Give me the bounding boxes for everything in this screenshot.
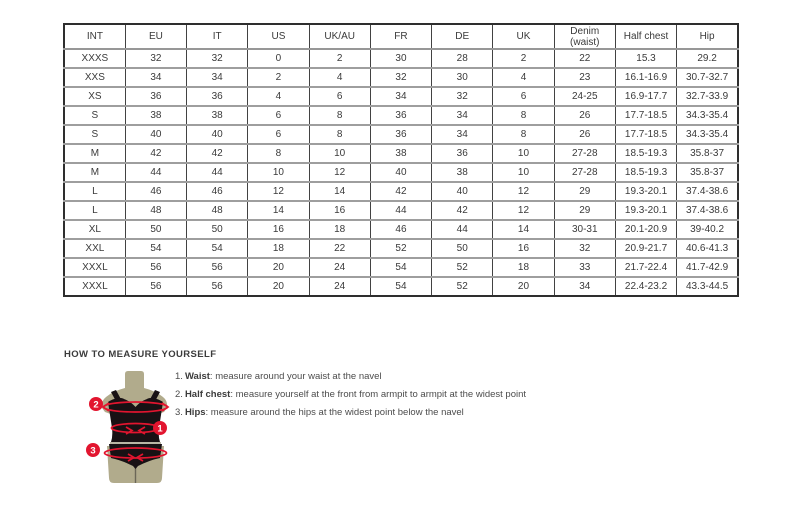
table-cell: 28	[432, 49, 493, 68]
column-header: UK	[493, 24, 554, 49]
table-cell: 14	[493, 220, 554, 239]
table-cell: 56	[187, 277, 248, 296]
table-row	[64, 239, 738, 258]
table-cell: 16.1-16.9	[615, 68, 676, 87]
table-cell: 24-25	[554, 87, 615, 106]
table-cell: 32	[554, 239, 615, 258]
table-cell: 6	[248, 106, 309, 125]
table-cell: 0	[248, 49, 309, 68]
table-cell: 38	[432, 163, 493, 182]
table-cell: 27-28	[554, 163, 615, 182]
table-cell: 17.7-18.5	[615, 125, 676, 144]
table-cell: 20	[248, 277, 309, 296]
table-cell: 16	[493, 239, 554, 258]
table-cell: 12	[493, 182, 554, 201]
table-cell: 24	[309, 258, 370, 277]
table-row	[64, 220, 738, 239]
table-cell: 44	[370, 201, 431, 220]
table-cell: XS	[64, 87, 125, 106]
step-label: Waist	[184, 371, 210, 382]
table-cell: 18	[248, 239, 309, 258]
table-cell: 38	[370, 144, 431, 163]
table-cell: 52	[370, 239, 431, 258]
table-cell: 12	[309, 163, 370, 182]
table-row	[64, 201, 738, 220]
table-cell: 46	[370, 220, 431, 239]
table-cell: 56	[125, 277, 186, 296]
table-cell: 15.3	[615, 49, 676, 68]
table-cell: XXXL	[82, 281, 108, 292]
table-cell: 12	[493, 201, 554, 220]
table-cell: 24	[309, 277, 370, 296]
table-cell: 40.6-41.3	[677, 239, 738, 258]
table-cell: 41.7-42.9	[677, 258, 738, 277]
table-cell: 14	[248, 201, 309, 220]
table-cell: 36	[370, 125, 431, 144]
table-cell: 6	[309, 87, 370, 106]
column-header: Hip	[677, 24, 738, 49]
step-number: 2.	[175, 389, 183, 400]
table-cell: 29	[554, 182, 615, 201]
table-cell: 44	[432, 220, 493, 239]
measure-step-hips	[175, 406, 526, 424]
table-cell: XXL	[64, 239, 125, 258]
table-cell: 6	[248, 125, 309, 144]
badge-chest-number: 2	[93, 399, 99, 411]
table-cell: 18.5-19.3	[615, 163, 676, 182]
column-header: IT	[187, 24, 248, 49]
table-cell: 42	[432, 201, 493, 220]
table-cell: 42	[125, 144, 186, 163]
table-cell: 56	[187, 258, 248, 277]
table-row	[64, 144, 738, 163]
table-cell: 10	[493, 163, 554, 182]
table-cell: 30.7-32.7	[677, 68, 738, 87]
column-header: FR	[370, 24, 431, 49]
table-cell: 35.8-37	[677, 163, 738, 182]
table-cell: 34	[187, 68, 248, 87]
table-cell: 8	[493, 125, 554, 144]
column-header: DE	[432, 24, 493, 49]
table-cell: 36	[125, 87, 186, 106]
table-cell: 36	[370, 106, 431, 125]
column-header: EU	[125, 24, 186, 49]
table-cell: 26	[554, 106, 615, 125]
table-cell: 10	[493, 144, 554, 163]
column-header: Half chest	[615, 24, 676, 49]
table-cell: 22	[309, 239, 370, 258]
table-cell: 18	[493, 258, 554, 277]
table-cell: 2	[248, 68, 309, 87]
table-cell: 19.3-20.1	[615, 201, 676, 220]
table-row	[64, 68, 738, 87]
step-number: 3.	[175, 407, 183, 418]
table-cell: 20.9-21.7	[615, 239, 676, 258]
badge-hips-number: 3	[90, 445, 96, 457]
table-cell: 8	[309, 106, 370, 125]
table-cell: S	[64, 125, 125, 144]
table-cell: 48	[125, 201, 186, 220]
table-row	[64, 182, 738, 201]
table-cell: 36	[432, 144, 493, 163]
table-cell: 4	[493, 68, 554, 87]
table-cell: 4	[248, 87, 309, 106]
table-cell: 19.3-20.1	[615, 182, 676, 201]
table-cell: 32	[370, 68, 431, 87]
table-cell: 29	[554, 201, 615, 220]
table-cell: 40	[125, 125, 186, 144]
table-cell: 40	[432, 182, 493, 201]
badge-waist-number: 1	[157, 423, 163, 435]
table-cell: 23	[554, 68, 615, 87]
table-cell: 34	[432, 125, 493, 144]
measure-step-waist	[175, 370, 526, 388]
measure-step-half-chest	[175, 388, 526, 406]
table-cell: 2	[309, 49, 370, 68]
table-cell: 29.2	[677, 49, 738, 68]
table-cell: 46	[187, 182, 248, 201]
column-header: INT	[64, 24, 125, 49]
table-cell: 32	[187, 49, 248, 68]
table-cell: L	[64, 201, 125, 220]
table-cell: 50	[187, 220, 248, 239]
table-cell: 10	[248, 163, 309, 182]
table-cell: 4	[309, 68, 370, 87]
table-cell: 20	[248, 258, 309, 277]
table-cell: 26	[554, 125, 615, 144]
table-cell: S	[64, 106, 125, 125]
table-cell: 6	[493, 87, 554, 106]
table-cell: 33	[554, 258, 615, 277]
table-cell: 10	[309, 144, 370, 163]
table-cell: 37.4-38.6	[677, 201, 738, 220]
table-cell: 54	[125, 239, 186, 258]
table-cell: XL	[64, 220, 125, 239]
table-row	[64, 277, 738, 296]
column-header: Denim (waist)	[554, 24, 615, 49]
table-cell: XXXL	[64, 258, 125, 277]
table-cell: 22	[554, 49, 615, 68]
table-cell: 54	[370, 258, 431, 277]
table-cell: 34	[125, 68, 186, 87]
table-cell: 38	[187, 106, 248, 125]
table-cell: 30	[370, 49, 431, 68]
table-cell: 20.1-20.9	[615, 220, 676, 239]
table-cell: 38	[125, 106, 186, 125]
header-row	[64, 24, 738, 49]
column-header: US	[248, 24, 309, 49]
table-cell: 32.7-33.9	[677, 87, 738, 106]
table-cell: 42	[187, 144, 248, 163]
table-cell: 2	[493, 49, 554, 68]
step-number: 1.	[175, 371, 183, 382]
table-cell: 43.3-44.5	[677, 277, 738, 296]
table-cell: 32	[432, 87, 493, 106]
mannequin-figure-illustration	[80, 366, 180, 486]
column-header: UK/AU	[309, 24, 370, 49]
table-cell: 39-40.2	[677, 220, 738, 239]
table-cell: 34	[370, 87, 431, 106]
table-cell: 54	[370, 277, 431, 296]
measure-section-title: HOW TO MEASURE YOURSELF	[64, 349, 217, 360]
table-cell: 18.5-19.3	[615, 144, 676, 163]
table-cell: 37.4-38.6	[677, 182, 738, 201]
table-cell: 52	[432, 258, 493, 277]
table-cell: 35.8-37	[677, 144, 738, 163]
table-cell: 46	[125, 182, 186, 201]
table-cell: 54	[187, 239, 248, 258]
table-cell: 14	[309, 182, 370, 201]
table-row	[64, 258, 738, 277]
table-cell: 40	[370, 163, 431, 182]
table-cell: XXXS	[64, 49, 125, 68]
table-cell: 44	[125, 163, 186, 182]
table-row	[64, 125, 738, 144]
table-cell: 50	[125, 220, 186, 239]
table-cell: 16	[309, 201, 370, 220]
step-text: : measure yourself at the front from armpit to armpit at the widest point	[230, 389, 527, 400]
table-cell: 36	[187, 87, 248, 106]
table-row	[64, 49, 738, 68]
table-cell: 56	[125, 258, 186, 277]
table-cell: 16.9-17.7	[615, 87, 676, 106]
table-cell: 8	[309, 125, 370, 144]
table-cell: M	[64, 144, 125, 163]
table-cell: 42	[370, 182, 431, 201]
table-cell: 52	[432, 277, 493, 296]
table-cell: L	[64, 182, 125, 201]
table-cell: 27-28	[554, 144, 615, 163]
table-cell: 34	[554, 277, 615, 296]
step-label: Hips	[184, 407, 206, 418]
table-cell: 17.7-18.5	[615, 106, 676, 125]
table-cell: 12	[248, 182, 309, 201]
table-cell: 8	[493, 106, 554, 125]
table-cell: M	[64, 163, 125, 182]
table-cell: 30-31	[554, 220, 615, 239]
step-text: : measure around your waist at the navel	[209, 371, 382, 382]
size-chart-table	[63, 23, 739, 297]
table-cell: 34.3-35.4	[677, 106, 738, 125]
measure-steps-list	[175, 370, 526, 424]
table-cell: 8	[248, 144, 309, 163]
table-cell: XXS	[64, 68, 125, 87]
table-cell: 30	[432, 68, 493, 87]
table-cell: 21.7-22.4	[615, 258, 676, 277]
table-cell: 50	[432, 239, 493, 258]
table-cell: 48	[187, 201, 248, 220]
table-cell: 18	[309, 220, 370, 239]
size-chart-body	[64, 49, 738, 296]
table-cell: 34.3-35.4	[677, 125, 738, 144]
table-row	[64, 87, 738, 106]
size-chart-header	[64, 24, 738, 49]
table-row	[64, 163, 738, 182]
table-cell: 40	[187, 125, 248, 144]
table-cell: 22.4-23.2	[615, 277, 676, 296]
table-cell: 44	[187, 163, 248, 182]
table-cell: 34	[432, 106, 493, 125]
table-cell: 20	[493, 277, 554, 296]
table-cell: 16	[248, 220, 309, 239]
step-text: : measure around the hips at the widest point below the navel	[205, 407, 464, 418]
step-label: Half chest	[184, 389, 231, 400]
table-row	[64, 106, 738, 125]
table-cell: 32	[125, 49, 186, 68]
